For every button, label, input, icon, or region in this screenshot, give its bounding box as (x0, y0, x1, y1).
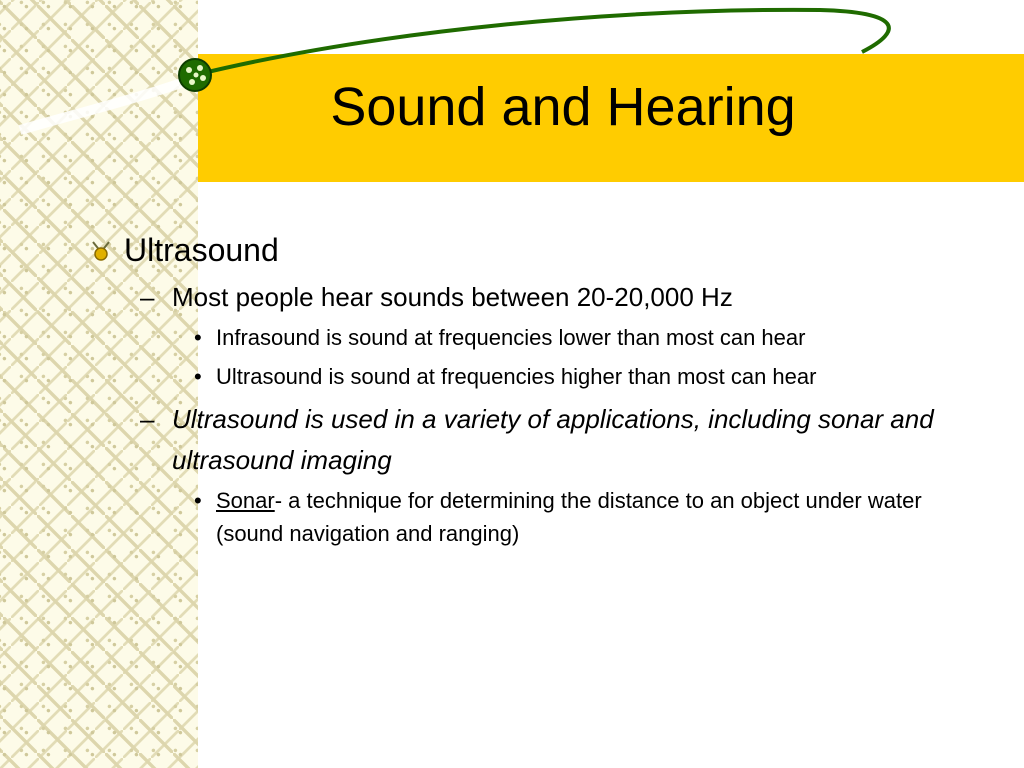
dash-marker: – (140, 282, 155, 312)
bullet-icon (90, 240, 112, 262)
bullet-level3-text: Ultrasound is sound at frequencies higher than most can hear (216, 364, 817, 390)
bullet-level2 (90, 277, 940, 317)
sonar-term: Sonar (216, 487, 275, 513)
dot-marker: • (194, 487, 202, 513)
bullet-level1 (90, 232, 940, 269)
dot-marker: • (194, 364, 202, 390)
bullet-level2-text: Most people hear sounds between 20-20,000 Hz (172, 282, 733, 312)
sonar-definition: - a technique for determining the distance to an object under water (sound navigation and ranging) (216, 487, 922, 546)
bullet-level3 (90, 484, 946, 550)
dash-marker: – (140, 404, 155, 435)
bullet-level2 (90, 399, 940, 480)
dot-marker: • (194, 325, 202, 351)
bullet-level3 (90, 360, 946, 393)
slide-content (90, 232, 940, 556)
bullet-level2-text: Ultrasound is used in a variety of applications, including sonar and ultrasound imaging (172, 404, 934, 475)
slide-title: Sound and Hearing (330, 77, 796, 137)
bullet-level1-text: Ultrasound (124, 232, 279, 268)
bullet-level3 (90, 321, 946, 354)
bullet-level3-text: Infrasound is sound at frequencies lower than most can hear (216, 325, 806, 351)
